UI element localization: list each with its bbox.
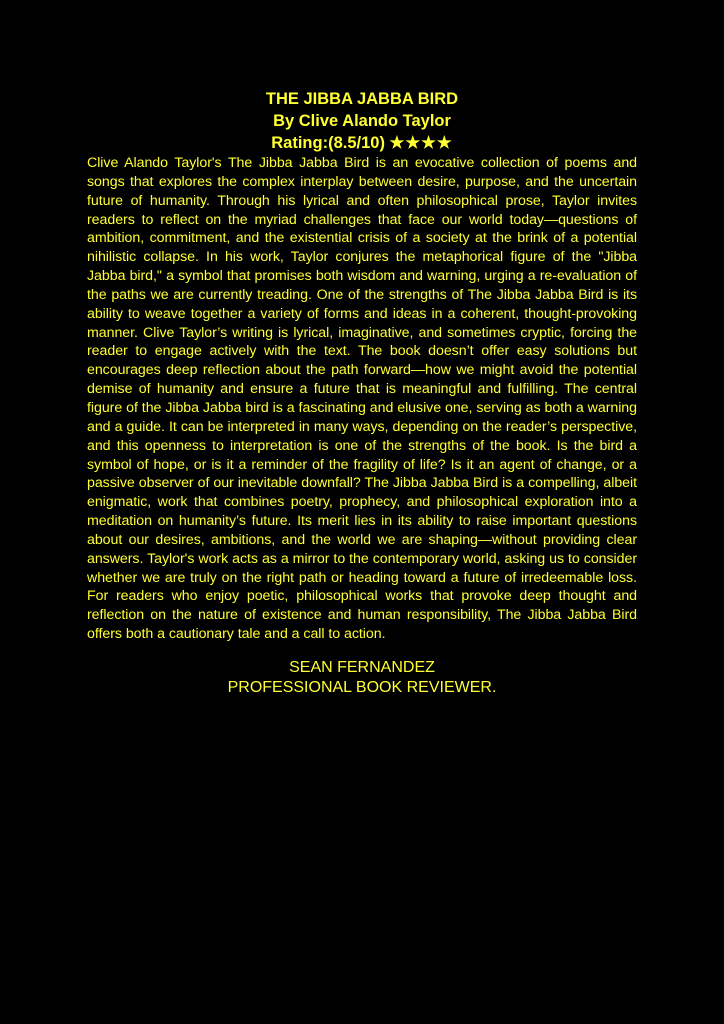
review-container (87, 88, 637, 698)
rating-line (87, 132, 637, 154)
book-title: THE JIBBA JABBA BIRD (265, 90, 459, 108)
author-line: By Clive Alando Taylor (273, 112, 451, 130)
reviewer-name: SEAN FERNANDEZ (289, 658, 435, 676)
rating-stars: ★★★★ (389, 134, 453, 152)
review-body: Clive Alando Taylor's The Jibba Jabba Bird is an evocative collection of poems and songs that explores the complex interplay between desire, purpose, and the uncertain future of humanity. Through his lyrical and often philosophical prose, Taylor invites readers to reflect on the myriad challenges that face our world today—questions of ambition, commitment, and the existential crisis of a society at the brink of a potential nihilistic collapse. In his work, Taylor conjures the metaphorical figure of the "Jibba Jabba bird," a symbol that promises both wisdom and warning, urging a re-evaluation of the paths we are currently treading. One of the strengths of The Jibba Jabba Bird is its ability to weave together a variety of forms and ideas in a coherent, thought-provoking manner. Clive Taylor’s writing is lyrical, imaginative, and sometimes cryptic, forcing the reader to engage actively with the text. The book doesn’t offer easy solutions but encourages deep reflection about the path forward—how we might avoid the potential demise of humanity and ensure a future that is meaningful and fulfilling. The central figure of the Jibba Jabba bird is a fascinating and elusive one, serving as both a warning and a guide. It can be interpreted in many ways, depending on the reader’s perspective, and this openness to interpretation is one of the strengths of the book. Is the bird a symbol of hope, or is it a reminder of the fragility of life? Is it an agent of change, or a passive observer of our inevitable downfall? The Jibba Jabba Bird is a compelling, albeit enigmatic, work that combines poetry, prophecy, and philosophical exploration into a meditation on humanity’s future. Its merit lies in its ability to raise important questions about our desires, ambitions, and the world we are shaping—without providing clear answers. Taylor's work acts as a mirror to the contemporary world, asking us to consider whether we are truly on the right path or heading toward a future of irredeemable loss. For readers who enjoy poetic, philosophical works that provoke deep thought and reflection on the nature of existence and human responsibility, The Jibba Jabba Bird offers both a cautionary tale and a call to action. (87, 155, 637, 643)
reviewer-title: PROFESSIONAL BOOK REVIEWER. (227, 678, 497, 696)
reviewer-signature (87, 658, 637, 698)
rating-label: Rating:(8.5/10) (271, 134, 385, 152)
review-header (87, 88, 637, 154)
